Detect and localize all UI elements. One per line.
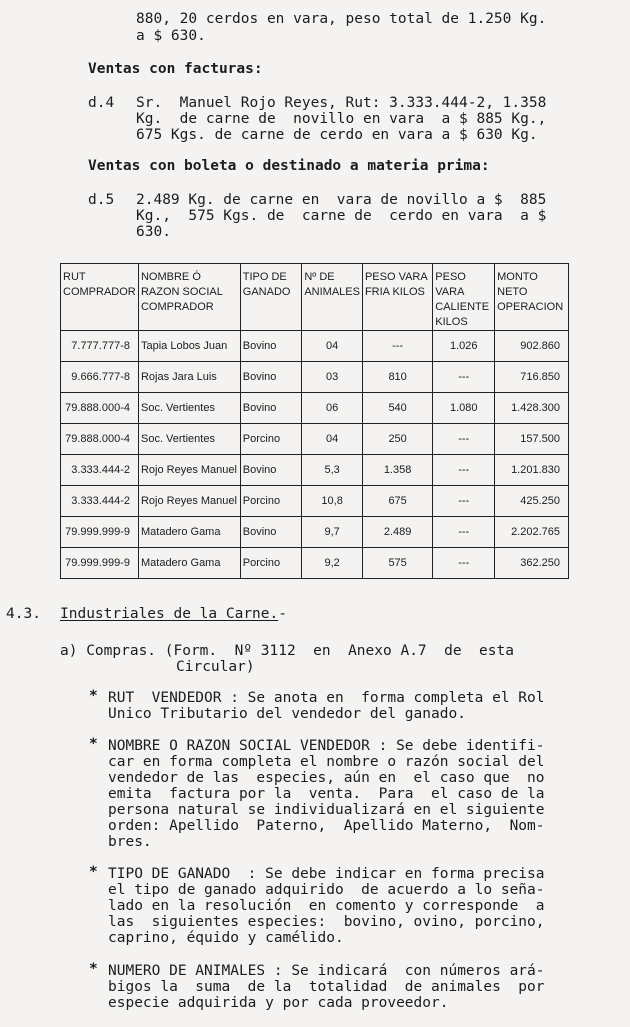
table-row xyxy=(61,331,569,362)
header-numero-animales: Nº DE ANIMALES xyxy=(302,264,363,331)
cell-rut: 79.888.000-4 xyxy=(61,393,139,424)
bullet-line: orden: Apellido Paterno, Apellido Materno, Nom- xyxy=(108,818,545,834)
bullet-line: NOMBRE O RAZON SOCIAL VENDEDOR : Se debe identifi- xyxy=(108,738,545,754)
bullet-marker: * xyxy=(89,961,98,977)
cell-peso-fria: 2.489 xyxy=(362,517,432,548)
cell-peso-caliente: --- xyxy=(433,517,495,548)
cell-monto: 2.202.765 xyxy=(495,517,569,548)
cell-nombre: Tapia Lobos Juan xyxy=(138,331,240,362)
item-label-d4: d.4 xyxy=(88,95,115,111)
cell-animales: 9,2 xyxy=(302,548,363,579)
sales-table xyxy=(60,263,569,579)
cell-tipo: Bovino xyxy=(240,362,302,393)
paragraph-line: Kg., 575 Kgs. de carne de cerdo en vara a $ xyxy=(136,208,547,224)
cell-monto: 157.500 xyxy=(495,424,569,455)
cell-rut: 3.333.444-2 xyxy=(61,455,139,486)
section-heading xyxy=(60,606,287,622)
cell-peso-caliente: 1.080 xyxy=(433,393,495,424)
compras-line: Circular) xyxy=(176,659,255,675)
cell-tipo: Porcino xyxy=(240,548,302,579)
cell-rut: 3.333.444-2 xyxy=(61,486,139,517)
cell-monto: 716.850 xyxy=(495,362,569,393)
table-row xyxy=(61,362,569,393)
cell-nombre: Matadero Gama xyxy=(138,548,240,579)
section-number: 4.3. xyxy=(6,606,41,622)
cell-peso-caliente: 1.026 xyxy=(433,331,495,362)
cell-tipo: Bovino xyxy=(240,517,302,548)
table-row xyxy=(61,548,569,579)
table-row xyxy=(61,424,569,455)
bullet-line: emita factura por la venta. Para el caso de la xyxy=(108,786,545,802)
header-peso-fria: PESO VARA FRIA KILOS xyxy=(362,264,432,331)
cell-animales: 04 xyxy=(302,424,363,455)
compras-line: a) Compras. (Form. Nº 3112 en Anexo A.7 de esta xyxy=(60,643,514,659)
bullet-line: persona natural se individualizará en el siguiente xyxy=(108,802,545,818)
header-tipo-ganado: TIPO DE GANADO xyxy=(240,264,302,331)
bullet-line: el tipo de ganado adquirido de acuerdo a lo seña- xyxy=(108,882,545,898)
bullet-line: RUT VENDEDOR : Se anota en forma completa el Rol xyxy=(108,690,545,706)
cell-peso-fria: --- xyxy=(362,331,432,362)
cell-monto: 902.860 xyxy=(495,331,569,362)
cell-monto: 1.201.830 xyxy=(495,455,569,486)
table-row xyxy=(61,455,569,486)
boleta-heading: Ventas con boleta o destinado a materia prima: xyxy=(88,158,490,174)
cell-animales: 5,3 xyxy=(302,455,363,486)
facturas-heading: Ventas con facturas: xyxy=(88,61,263,77)
bullet-line: Unico Tributario del vendedor del ganado. xyxy=(108,706,466,722)
cell-nombre: Soc. Vertientes xyxy=(138,393,240,424)
bullet-line: caprino, équido y camélido. xyxy=(108,930,344,946)
cell-peso-fria: 1.358 xyxy=(362,455,432,486)
section-title: Industriales de la Carne. xyxy=(60,606,279,622)
bullet-line: car en forma completa el nombre o razón social del xyxy=(108,754,545,770)
cell-peso-caliente: --- xyxy=(433,486,495,517)
paragraph-line: Sr. Manuel Rojo Reyes, Rut: 3.333.444-2, 1.358 xyxy=(136,95,547,111)
cell-nombre: Matadero Gama xyxy=(138,517,240,548)
cell-peso-caliente: --- xyxy=(433,548,495,579)
bullet-marker: * xyxy=(89,688,98,704)
cell-peso-fria: 810 xyxy=(362,362,432,393)
bullet-marker: * xyxy=(89,736,98,752)
cell-peso-fria: 540 xyxy=(362,393,432,424)
cell-peso-fria: 575 xyxy=(362,548,432,579)
bullet-line: bres. xyxy=(108,834,152,850)
cell-tipo: Bovino xyxy=(240,331,302,362)
bullet-line: lado en la resolución en comento y corresponde a xyxy=(108,898,545,914)
cell-nombre: Soc. Vertientes xyxy=(138,424,240,455)
paragraph-line: Kg. de carne de novillo en vara a $ 885 Kg., xyxy=(136,111,547,127)
cell-rut: 79.999.999-9 xyxy=(61,548,139,579)
header-monto-neto: MONTO NETO OPERACION xyxy=(495,264,569,331)
cell-animales: 03 xyxy=(302,362,363,393)
cell-animales: 06 xyxy=(302,393,363,424)
paragraph-line: a $ 630. xyxy=(136,28,206,44)
cell-tipo: Porcino xyxy=(240,424,302,455)
bullet-line: NUMERO DE ANIMALES : Se indicará con números ará- xyxy=(108,963,545,979)
table-row xyxy=(61,517,569,548)
cell-monto: 425.250 xyxy=(495,486,569,517)
cell-peso-caliente: --- xyxy=(433,424,495,455)
cell-tipo: Bovino xyxy=(240,455,302,486)
paragraph-line: 675 Kgs. de carne de cerdo en vara a $ 630 Kg. xyxy=(136,127,538,143)
table-header-row xyxy=(61,264,569,331)
bullet-line: vendedor de las especies, aún en el caso que no xyxy=(108,770,545,786)
cell-nombre: Rojo Reyes Manuel xyxy=(138,486,240,517)
header-peso-caliente: PESO VARA CALIENTE KILOS xyxy=(433,264,495,331)
cell-monto: 362.250 xyxy=(495,548,569,579)
cell-animales: 9,7 xyxy=(302,517,363,548)
table-row xyxy=(61,486,569,517)
cell-rut: 79.999.999-9 xyxy=(61,517,139,548)
cell-nombre: Rojo Reyes Manuel xyxy=(138,455,240,486)
cell-peso-fria: 250 xyxy=(362,424,432,455)
header-nombre-razon-social: NOMBRE Ó RAZON SOCIAL COMPRADOR xyxy=(138,264,240,331)
table-row xyxy=(61,393,569,424)
cell-rut: 7.777.777-8 xyxy=(61,331,139,362)
cell-peso-caliente: --- xyxy=(433,455,495,486)
bullet-line: bigos la suma de la totalidad de animales por xyxy=(108,979,545,995)
cell-tipo: Porcino xyxy=(240,486,302,517)
cell-animales: 10,8 xyxy=(302,486,363,517)
item-label-d5: d.5 xyxy=(88,192,115,208)
cell-peso-caliente: --- xyxy=(433,362,495,393)
cell-monto: 1.428.300 xyxy=(495,393,569,424)
cell-rut: 9.666.777-8 xyxy=(61,362,139,393)
bullet-line: especie adquirida y por cada proveedor. xyxy=(108,995,449,1011)
bullet-line: TIPO DE GANADO : Se debe indicar en forma precisa xyxy=(108,866,545,882)
bullet-marker: * xyxy=(89,864,98,880)
cell-rut: 79.888.000-4 xyxy=(61,424,139,455)
paragraph-line: 880, 20 cerdos en vara, peso total de 1.250 Kg. xyxy=(136,11,547,27)
cell-peso-fria: 675 xyxy=(362,486,432,517)
paragraph-line: 630. xyxy=(136,224,171,240)
cell-animales: 04 xyxy=(302,331,363,362)
paragraph-line: 2.489 Kg. de carne en vara de novillo a $ 885 xyxy=(136,192,547,208)
header-rut-comprador: RUT COMPRADOR xyxy=(61,264,139,331)
bullet-line: las siguientes especies: bovino, ovino, porcino, xyxy=(108,914,545,930)
section-suffix: - xyxy=(278,606,287,622)
cell-tipo: Bovino xyxy=(240,393,302,424)
cell-nombre: Rojas Jara Luis xyxy=(138,362,240,393)
